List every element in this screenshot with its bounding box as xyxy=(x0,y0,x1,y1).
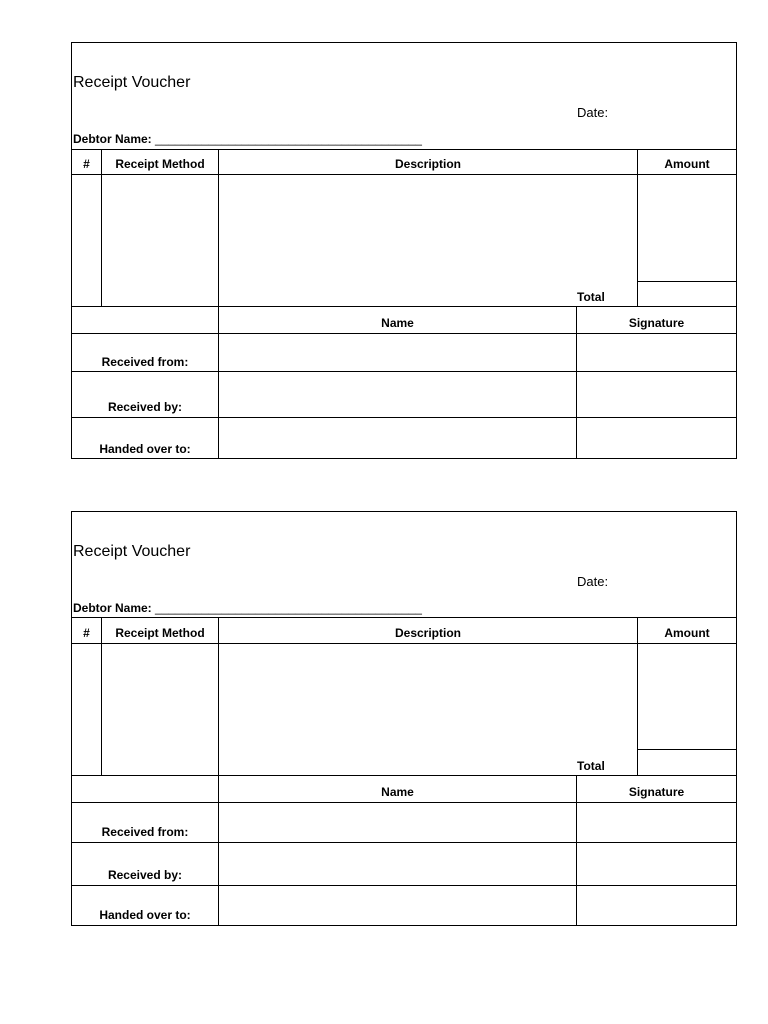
debtor-name-field[interactable] xyxy=(73,132,422,146)
column-header-number: # xyxy=(83,157,90,171)
total-label: Total xyxy=(577,290,605,304)
column-header-receipt-method: Receipt Method xyxy=(115,157,205,171)
total-amount-box[interactable] xyxy=(638,281,736,307)
column-header-number: # xyxy=(83,626,90,640)
received-by-label: Received by: xyxy=(107,400,183,414)
total-amount-box[interactable] xyxy=(638,749,736,776)
column-header-name: Name xyxy=(381,316,414,330)
column-header-receipt-method: Receipt Method xyxy=(115,626,205,640)
column-header-amount: Amount xyxy=(664,157,710,171)
voucher-title: Receipt Voucher xyxy=(73,74,191,91)
date-label: Date: xyxy=(577,574,609,589)
debtor-name-field[interactable] xyxy=(73,601,422,615)
column-header-name: Name xyxy=(381,785,414,799)
column-header-description: Description xyxy=(394,626,461,640)
divider xyxy=(72,802,736,803)
column-header-signature: Signature xyxy=(628,316,685,330)
divider xyxy=(72,333,736,334)
debtor-name-line: ________________________________________ xyxy=(155,601,422,615)
voucher-title: Receipt Voucher xyxy=(73,543,191,560)
divider xyxy=(72,306,736,307)
total-label: Total xyxy=(577,759,605,773)
handed-over-to-label: Handed over to: xyxy=(99,442,191,456)
received-from-label: Received from: xyxy=(101,825,189,839)
receipt-voucher xyxy=(71,42,737,459)
received-by-label: Received by: xyxy=(107,868,183,882)
column-header-description: Description xyxy=(394,157,461,171)
debtor-name-label: Debtor Name: xyxy=(73,132,152,146)
handed-over-to-label: Handed over to: xyxy=(99,908,191,922)
divider xyxy=(72,417,736,418)
divider xyxy=(218,149,219,458)
divider xyxy=(72,775,736,776)
divider xyxy=(101,617,102,775)
column-header-signature: Signature xyxy=(628,785,685,799)
debtor-name-line: ________________________________________ xyxy=(155,132,422,146)
divider xyxy=(72,885,736,886)
receipt-voucher xyxy=(71,511,737,926)
divider xyxy=(72,842,736,843)
date-label: Date: xyxy=(577,105,609,120)
received-from-label: Received from: xyxy=(101,355,189,369)
divider xyxy=(218,617,219,925)
divider xyxy=(72,371,736,372)
column-header-amount: Amount xyxy=(664,626,710,640)
divider xyxy=(101,149,102,306)
debtor-name-label: Debtor Name: xyxy=(73,601,152,615)
